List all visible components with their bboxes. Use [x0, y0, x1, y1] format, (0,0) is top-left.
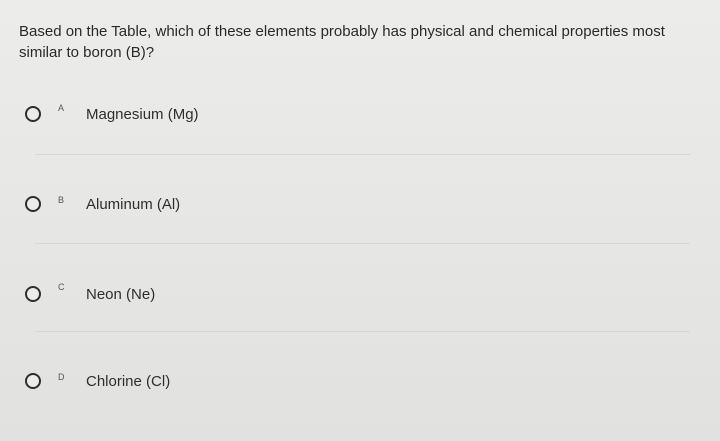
- radio-button-c[interactable]: [25, 286, 41, 302]
- answer-option-d[interactable]: [0, 364, 720, 398]
- option-label-c: Neon (Ne): [86, 286, 156, 303]
- option-label-d: Chlorine (Cl): [86, 373, 171, 390]
- option-letter-b: B: [58, 195, 65, 205]
- option-divider: [35, 331, 690, 332]
- option-letter-c: C: [58, 282, 65, 292]
- radio-button-d[interactable]: [25, 373, 41, 389]
- answer-option-a[interactable]: [0, 97, 720, 131]
- option-label-b: Aluminum (Al): [86, 196, 181, 213]
- answer-option-b[interactable]: [0, 187, 720, 221]
- answer-option-c[interactable]: [0, 277, 720, 311]
- option-divider: [35, 154, 690, 155]
- option-letter-d: D: [58, 372, 65, 382]
- option-label-a: Magnesium (Mg): [86, 106, 199, 123]
- option-divider: [35, 243, 690, 244]
- radio-button-b[interactable]: [25, 196, 41, 212]
- radio-button-a[interactable]: [25, 106, 41, 122]
- question-text: Based on the Table, which of these elements probably has physical and chemical properties most similar to boron (B)?: [19, 23, 665, 61]
- option-letter-a: A: [58, 103, 65, 113]
